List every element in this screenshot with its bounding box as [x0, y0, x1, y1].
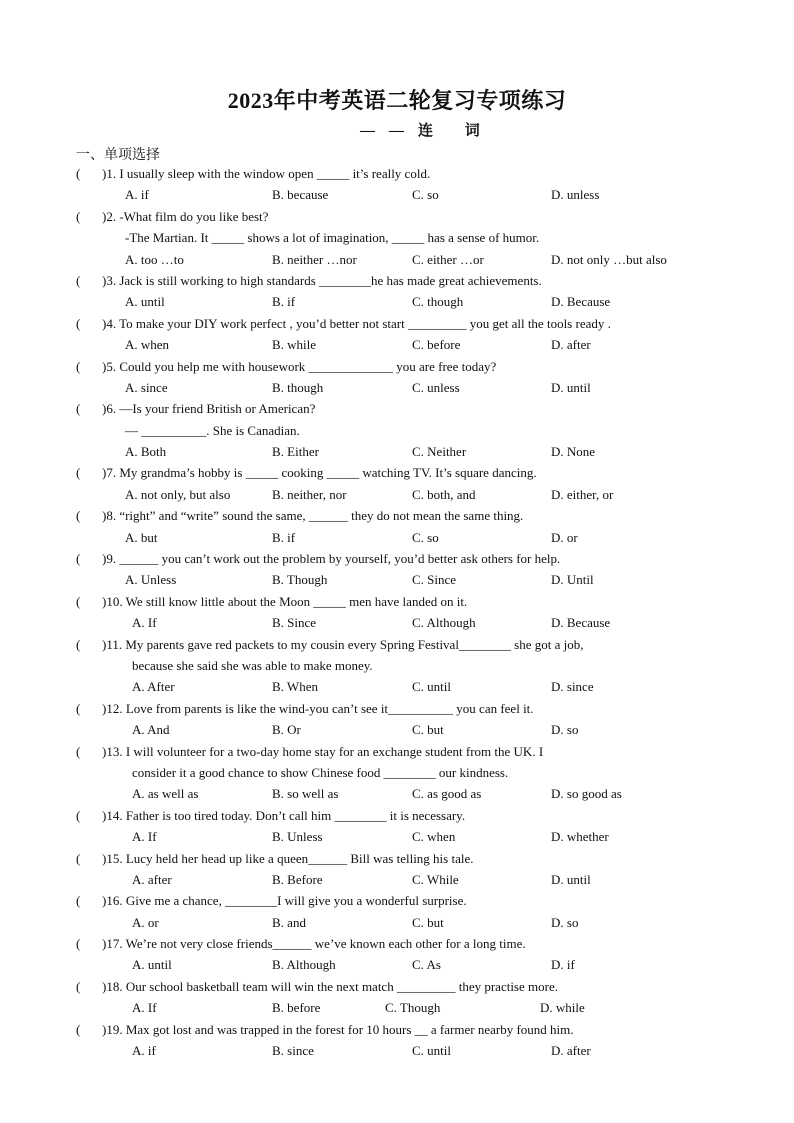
question-16-options-row [0, 912, 794, 933]
question-17-options-row [0, 954, 794, 975]
question-5-stem-row [0, 356, 794, 377]
option-c: C. Since [412, 572, 457, 588]
question-14-options-row [0, 826, 794, 847]
option-c: C. until [412, 679, 452, 695]
question-17-stem-row [0, 933, 794, 954]
question-1-stem-row [0, 163, 794, 184]
answer-bracket: ( [76, 465, 81, 481]
option-a: A. too …to [125, 251, 184, 267]
option-b: B. because [272, 187, 329, 203]
question-stem: )5. Could you help me with housework _____________ you are free today? [102, 358, 497, 374]
question-stem: )16. Give me a chance, ________I will give you a wonderful surprise. [102, 893, 467, 909]
question-stem: )2. -What film do you like best? [102, 208, 269, 224]
answer-bracket: ( [76, 743, 81, 759]
option-d: D. after [551, 1043, 591, 1059]
option-c: C. before [412, 337, 461, 353]
question-stem: )10. We still know little about the Moon _____ men have landed on it. [102, 593, 468, 609]
answer-bracket: ( [76, 315, 81, 331]
question-18-options-row [0, 997, 794, 1018]
option-c: C. unless [412, 379, 460, 395]
question-stem: )19. Max got lost and was trapped in the forest for 10 hours __ a farmer nearby found him. [102, 1021, 574, 1037]
option-a: A. if [125, 187, 149, 203]
question-3-options-row [0, 291, 794, 312]
question-15-options-row [0, 869, 794, 890]
option-d: D. until [551, 871, 591, 887]
option-c: C. as good as [412, 786, 482, 802]
option-c: C. either …or [412, 251, 484, 267]
answer-bracket: ( [76, 636, 81, 652]
option-c: C. so [412, 187, 439, 203]
option-d: D. either, or [551, 486, 614, 502]
question-4-stem-row [0, 313, 794, 334]
option-d: D. Because [551, 294, 611, 310]
option-b: B. so well as [272, 786, 339, 802]
option-d: D. until [551, 379, 591, 395]
option-a: A. If [132, 615, 157, 631]
option-a: A. If [132, 1000, 157, 1016]
option-a: A. until [125, 294, 165, 310]
option-a: A. Both [125, 444, 167, 460]
option-a: A. after [132, 871, 172, 887]
option-a: A. as well as [132, 786, 199, 802]
option-b: B. Either [272, 444, 319, 460]
question-1-options-row [0, 184, 794, 205]
question-stem: )18. Our school basketball team will win the next match _________ they practise more. [102, 978, 558, 994]
question-10-options-row [0, 612, 794, 633]
question-9-stem-row [0, 548, 794, 569]
question-11-options-row [0, 676, 794, 697]
question-11-continuation-row [0, 655, 794, 676]
option-d: D. so [551, 722, 579, 738]
answer-bracket: ( [76, 936, 81, 952]
question-19-stem-row [0, 1019, 794, 1040]
option-a: A. since [125, 379, 168, 395]
question-stem: )11. My parents gave red packets to my cousin every Spring Festival________ she got a job, [102, 636, 584, 652]
question-2-options-row [0, 249, 794, 270]
option-c: C. Though [385, 1000, 441, 1016]
option-c: C. though [412, 294, 464, 310]
question-continuation: consider it a good chance to show Chinese food ________ our kindness. [132, 764, 509, 780]
question-stem: )17. We’re not very close friends______ we’ve known each other for a long time. [102, 936, 526, 952]
question-2-stem-row [0, 206, 794, 227]
answer-bracket: ( [76, 978, 81, 994]
option-b: B. though [272, 379, 324, 395]
answer-bracket: ( [76, 700, 81, 716]
question-stem: )4. To make your DIY work perfect , you’d better not start _________ you get all the tools ready . [102, 315, 611, 331]
option-a: A. Unless [125, 572, 177, 588]
question-stem: )15. Lucy held her head up like a queen______ Bill was telling his tale. [102, 850, 474, 866]
answer-bracket: ( [76, 272, 81, 288]
option-c: C. when [412, 829, 456, 845]
option-d: D. so good as [551, 786, 622, 802]
question-13-options-row [0, 783, 794, 804]
question-11-stem-row [0, 634, 794, 655]
answer-bracket: ( [76, 551, 81, 567]
option-d: D. Until [551, 572, 594, 588]
question-stem: )1. I usually sleep with the window open _____ it’s really cold. [102, 166, 431, 181]
question-4-options-row [0, 334, 794, 355]
question-10-stem-row [0, 591, 794, 612]
option-a: A. After [132, 679, 175, 695]
answer-bracket: ( [76, 893, 81, 909]
option-b: B. Unless [272, 829, 323, 845]
question-stem: )3. Jack is still working to high standards ________he has made great achievements. [102, 272, 542, 288]
question-13-continuation-row [0, 762, 794, 783]
option-b: B. Since [272, 615, 317, 631]
option-b: B. When [272, 679, 318, 695]
question-stem: )9. ______ you can’t work out the problem by yourself, you’d better ask others for help. [102, 551, 561, 567]
question-16-stem-row [0, 890, 794, 911]
answer-bracket: ( [76, 401, 81, 417]
option-c: C. until [412, 1043, 452, 1059]
option-d: D. or [551, 529, 578, 545]
option-b: B. if [272, 294, 296, 310]
question-stem: )8. “right” and “write” sound the same, ______ they do not mean the same thing. [102, 508, 524, 524]
question-18-stem-row [0, 976, 794, 997]
option-d: D. Because [551, 615, 611, 631]
answer-bracket: ( [76, 807, 81, 823]
question-8-options-row [0, 527, 794, 548]
option-a: A. until [132, 957, 172, 973]
answer-bracket: ( [76, 166, 81, 181]
option-c: C. As [412, 957, 441, 973]
subtitle-text: 连 词 [418, 123, 494, 139]
answer-bracket: ( [76, 1021, 81, 1037]
question-list [0, 163, 794, 1061]
option-d: D. None [551, 444, 596, 460]
option-a: A. if [132, 1043, 156, 1059]
question-continuation: -The Martian. It _____ shows a lot of imagination, _____ has a sense of humor. [125, 230, 540, 246]
question-6-stem-row [0, 398, 794, 419]
question-6-continuation-row [0, 420, 794, 441]
question-5-options-row [0, 377, 794, 398]
question-9-options-row [0, 569, 794, 590]
option-a: A. or [132, 914, 159, 930]
question-8-stem-row [0, 505, 794, 526]
option-c: C. but [412, 722, 444, 738]
answer-bracket: ( [76, 208, 81, 224]
option-c: C. While [412, 871, 459, 887]
question-stem: )12. Love from parents is like the wind-you can’t see it__________ you can feel it. [102, 700, 534, 716]
question-7-stem-row [0, 462, 794, 483]
question-7-options-row [0, 484, 794, 505]
page-title: 2023年中考英语二轮复习专项练习 [227, 88, 567, 113]
option-b: B. while [272, 337, 317, 353]
question-2-continuation-row [0, 227, 794, 248]
option-b: B. if [272, 529, 296, 545]
question-stem: )6. —Is your friend British or American? [102, 401, 316, 417]
option-d: D. since [551, 679, 594, 695]
option-a: A. not only, but also [125, 486, 231, 502]
option-c: C. so [412, 529, 439, 545]
question-12-stem-row [0, 698, 794, 719]
question-3-stem-row [0, 270, 794, 291]
answer-bracket: ( [76, 508, 81, 524]
question-stem: )7. My grandma’s hobby is _____ cooking _____ watching TV. It’s square dancing. [102, 465, 537, 481]
option-d: D. whether [551, 829, 609, 845]
answer-bracket: ( [76, 358, 81, 374]
option-d: D. unless [551, 187, 600, 203]
question-13-stem-row [0, 741, 794, 762]
question-12-options-row [0, 719, 794, 740]
option-c: C. Neither [412, 444, 467, 460]
question-19-options-row [0, 1040, 794, 1061]
question-continuation: because she said she was able to make money. [132, 657, 373, 673]
option-b: B. and [272, 914, 306, 930]
option-b: B. neither …nor [272, 251, 357, 267]
option-b: B. Before [272, 871, 323, 887]
page-subtitle [360, 119, 494, 140]
option-d: D. not only …but also [551, 251, 667, 267]
option-c: C. Although [412, 615, 476, 631]
question-continuation: — __________. She is Canadian. [125, 422, 300, 438]
option-d: D. after [551, 337, 591, 353]
option-b: B. Though [272, 572, 328, 588]
option-d: D. if [551, 957, 575, 973]
section-heading: 一、单项选择 [76, 148, 160, 163]
subtitle-dash: —— [360, 123, 418, 139]
option-a: A. And [132, 722, 170, 738]
question-14-stem-row [0, 805, 794, 826]
option-b: B. neither, nor [272, 486, 347, 502]
question-stem: )13. I will volunteer for a two-day home stay for an exchange student from the UK. I [102, 743, 544, 759]
question-6-options-row [0, 441, 794, 462]
option-b: B. since [272, 1043, 314, 1059]
answer-bracket: ( [76, 850, 81, 866]
option-b: B. Although [272, 957, 336, 973]
answer-bracket: ( [76, 593, 81, 609]
question-stem: )14. Father is too tired today. Don’t call him ________ it is necessary. [102, 807, 466, 823]
option-a: A. If [132, 829, 157, 845]
option-c: C. both, and [412, 486, 476, 502]
question-15-stem-row [0, 848, 794, 869]
option-c: C. but [412, 914, 444, 930]
option-b: B. before [272, 1000, 321, 1016]
option-d: D. so [551, 914, 579, 930]
option-d: D. while [540, 1000, 585, 1016]
option-b: B. Or [272, 722, 301, 738]
option-a: A. but [125, 529, 158, 545]
option-a: A. when [125, 337, 170, 353]
